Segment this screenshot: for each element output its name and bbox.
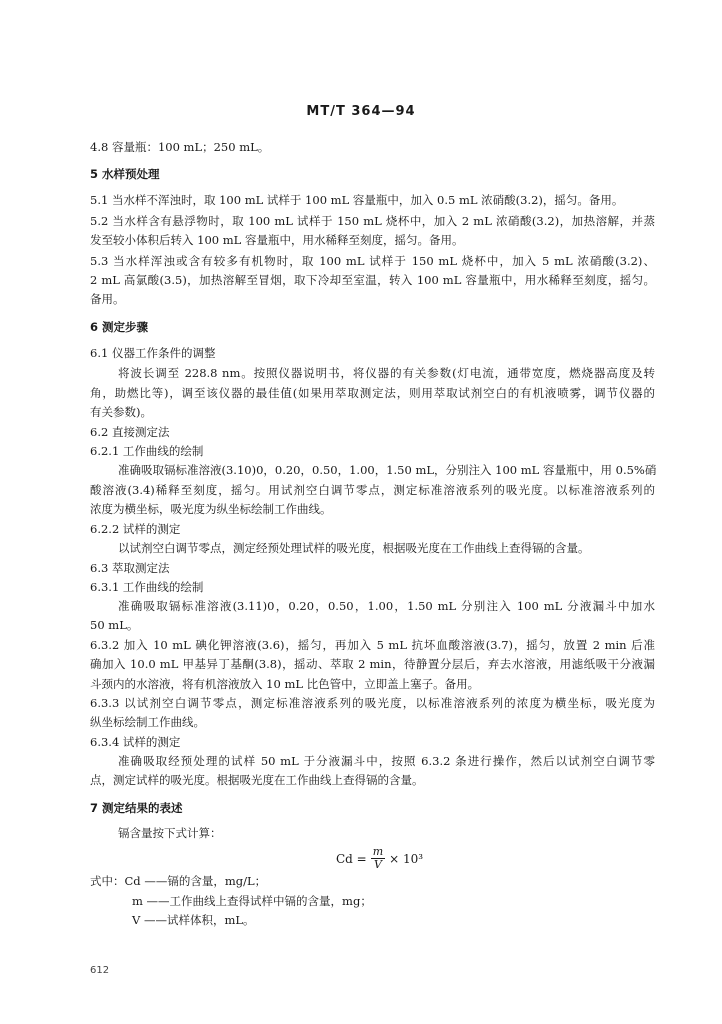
clause-6-2-1-line1: 准确吸取镉标准溶液(3.10)0，0.20，0.50，1.00，1.50 mL，分别注入 100 mL 容量瓶中，用 0.5%硝 [118, 463, 657, 477]
legend-v: V ——试样体积，mL。 [132, 913, 255, 927]
clause-6-3-4-line2: 点，测定试样的吸光度。根据吸光度在工作曲线上查得镉的含量。 [90, 773, 424, 787]
section-6-heading: 6 测定步骤 [90, 320, 149, 334]
clause-6-2-1-line3: 浓度为横坐标，吸光度为纵坐标绘制工作曲线。 [90, 502, 332, 516]
clause-6-3-1-heading: 6.3.1 工作曲线的绘制 [90, 580, 204, 594]
clause-6-3-3-line2: 纵坐标绘制工作曲线。 [90, 715, 205, 729]
formula-intro: 镉含量按下式计算： [118, 826, 222, 840]
clause-6-2-2-heading: 6.2.2 试样的测定 [90, 522, 181, 536]
clause-5-3-line3: 备用。 [90, 292, 125, 306]
clause-4-8: 4.8 容量瓶：100 mL；250 mL。 [90, 140, 270, 154]
clause-6-3-4-line1: 准确吸取经预处理的试样 50 mL 于分液漏斗中，按照 6.3.2 条进行操作，然后以试剂空白调节零 [118, 754, 655, 768]
clause-6-3-1-line1: 准确吸取镉标准溶液(3.11)0，0.20，0.50，1.00，1.50 mL 分别注入 100 mL 分液漏斗中加水 [118, 599, 655, 613]
clause-6-3-1-line2: 50 mL。 [90, 618, 139, 632]
clause-5-3-line2: 2 mL 高氯酸(3.5)，加热溶解至冒烟，取下冷却至室温，转入 100 mL 容量瓶中，用水稀释至刻度，摇匀。 [90, 273, 655, 287]
clause-6-2-2-text: 以试剂空白调节零点，测定经预处理试样的吸光度，根据吸光度在工作曲线上查得镉的含量。 [118, 541, 590, 555]
page-number: 612 [90, 965, 110, 976]
clause-5-2-line2: 发至较小体积后转入 100 mL 容量瓶中，用水稀释至刻度，摇匀。备用。 [90, 233, 464, 247]
clause-6-1-line3: 有关参数)。 [90, 405, 152, 419]
section-7-heading: 7 测定结果的表述 [90, 801, 183, 815]
clause-6-2-heading: 6.2 直接测定法 [90, 425, 170, 439]
standard-header: MT/T 364—94 [306, 104, 416, 119]
formula-numerator: m [372, 845, 384, 858]
legend-m: m ——工作曲线上查得试样中镉的含量，mg； [132, 894, 372, 908]
formula-denominator: V [373, 858, 382, 871]
cadmium-formula [336, 846, 423, 871]
clause-6-3-2-line1: 6.3.2 加入 10 mL 碘化钾溶液(3.6)，摇匀，再加入 5 mL 抗坏血酸溶液(3.7)，摇匀，放置 2 min 后准 [90, 638, 655, 652]
clause-6-2-1-heading: 6.2.1 工作曲线的绘制 [90, 444, 204, 458]
clause-6-3-4-heading: 6.3.4 试样的测定 [90, 735, 181, 749]
clause-5-1: 5.1 当水样不浑浊时，取 100 mL 试样于 100 mL 容量瓶中，加入 0.5 mL 浓硝酸(3.2)，摇匀。备用。 [90, 193, 624, 207]
clause-6-3-heading: 6.3 萃取测定法 [90, 561, 170, 575]
clause-6-3-2-line2: 确加入 10.0 mL 甲基异丁基酮(3.8)，摇动、萃取 2 min，待静置分层后，弃去水溶液，用滤纸吸干分液漏 [90, 657, 655, 671]
clause-6-1-line2: 角，助燃比等)，调至该仪器的最佳值(如果用萃取测定法，则用萃取试剂空白的有机液喷雾，调节仪器的 [90, 386, 655, 400]
clause-6-3-3-line1: 6.3.3 以试剂空白调节零点，测定标准溶液系列的吸光度，以标准溶液系列的浓度为横坐标，吸光度为 [90, 696, 655, 710]
clause-6-3-2-line3: 斗颈内的水溶液，将有机溶液放入 10 mL 比色管中，立即盖上塞子。备用。 [90, 677, 480, 691]
section-5-heading: 5 水样预处理 [90, 167, 160, 181]
clause-5-3-line1: 5.3 当水样浑浊或含有较多有机物时，取 100 mL 试样于 150 mL 烧杯中，加入 5 mL 浓硝酸(3.2)、 [90, 254, 655, 268]
clause-6-1-line1: 将波长调至 228.8 nm。按照仪器说明书，将仪器的有关参数(灯电流，通带宽度，燃烧器高度及转 [118, 366, 655, 380]
clause-6-1-heading: 6.1 仪器工作条件的调整 [90, 346, 216, 360]
legend-cd: 式中：Cd ——镉的含量，mg/L； [90, 874, 267, 888]
clause-6-2-1-line2: 酸溶液(3.4)稀释至刻度，摇匀。用试剂空白调节零点，测定标准溶液系列的吸光度。以标准溶液系列的 [90, 483, 655, 497]
formula-rhs: × 10³ [389, 851, 424, 866]
formula-lhs: Cd = [336, 851, 367, 866]
clause-5-2-line1: 5.2 当水样含有悬浮物时，取 100 mL 试样于 150 mL 烧杯中，加入 2 mL 浓硝酸(3.2)，加热溶解，并蒸 [90, 214, 655, 228]
formula-fraction [371, 846, 385, 871]
